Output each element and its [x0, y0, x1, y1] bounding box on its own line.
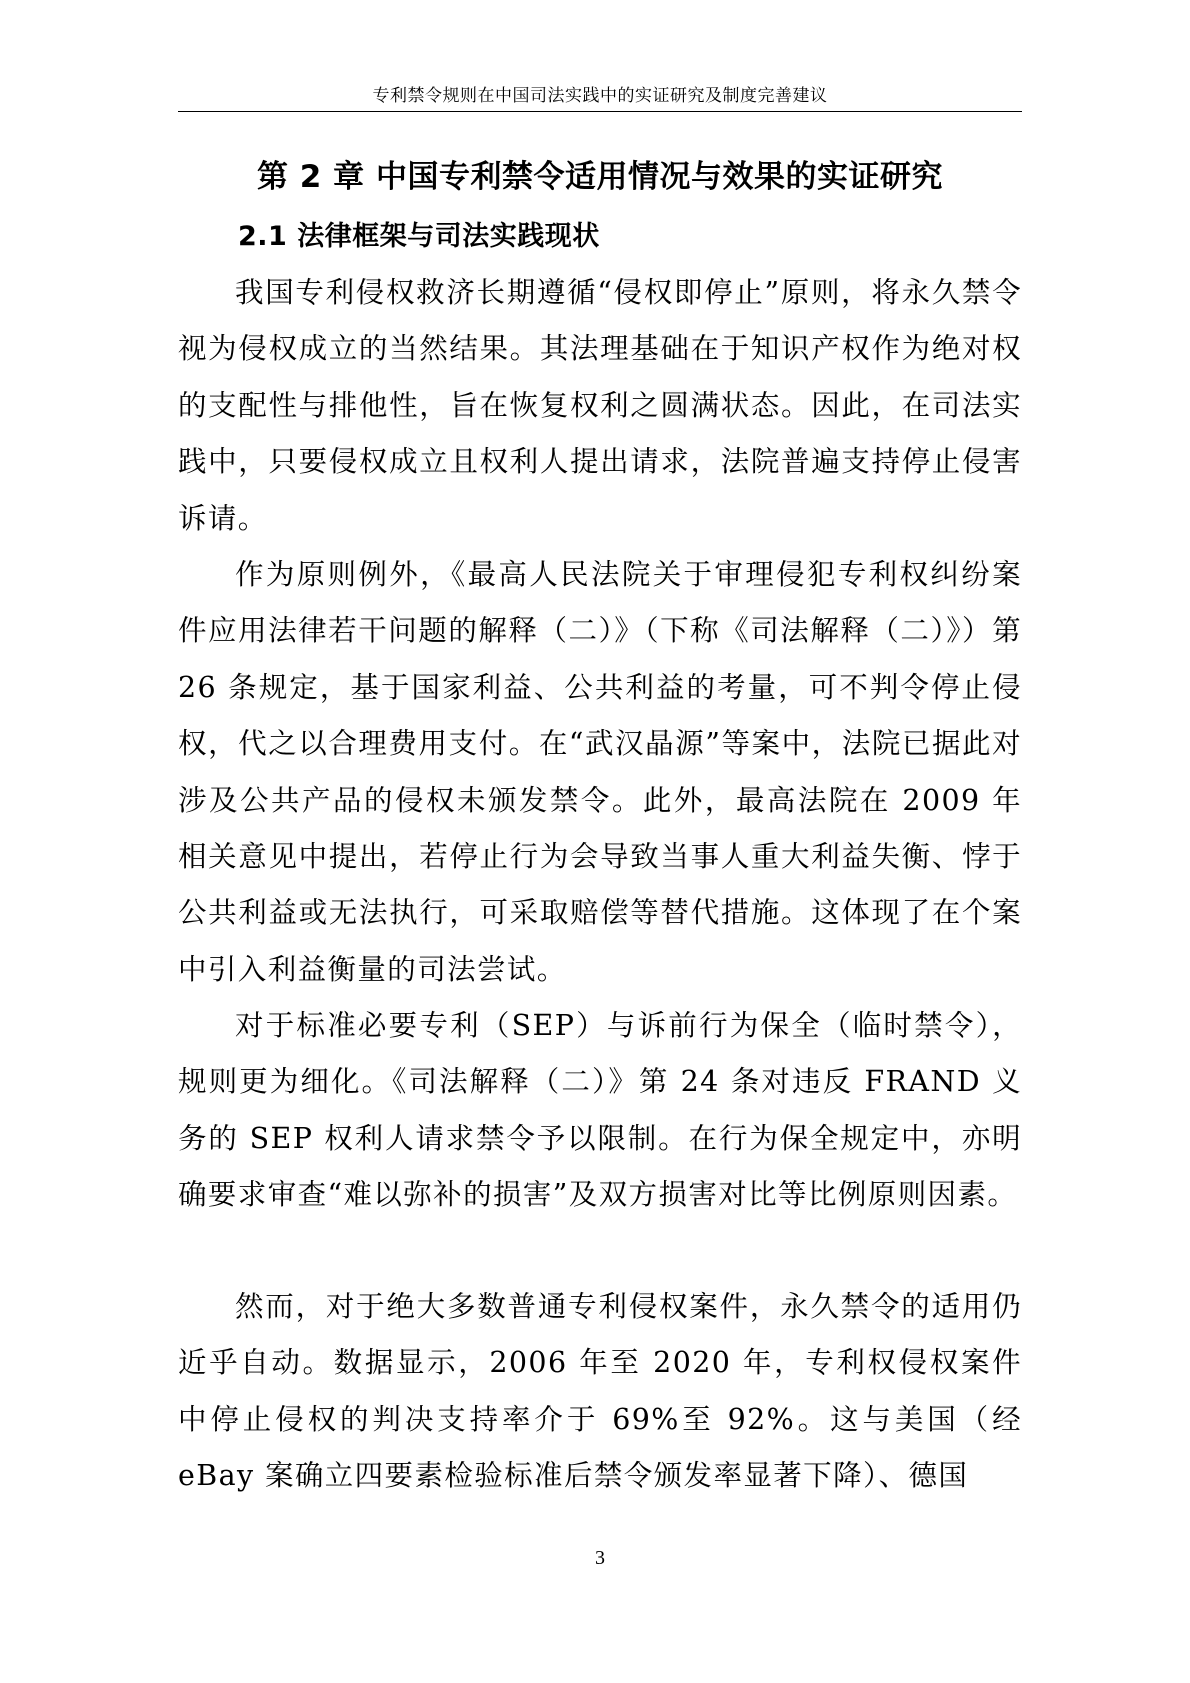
- paragraph-4: 然而，对于绝大多数普通专利侵权案件，永久禁令的适用仍近乎自动。数据显示，2006 年至 2020 年，专利权侵权案件中停止侵权的判决支持率介于 69%至 92%。这与美国（经 eBay 案确立四要素检验标准后禁令颁发率显著下降）、德国: [178, 1290, 1022, 1493]
- paragraph-1: 我国专利侵权救济长期遵循“侵权即停止”原则，将永久禁令视为侵权成立的当然结果。其法理基础在于知识产权作为绝对权的支配性与排他性，旨在恢复权利之圆满状态。因此，在司法实践中，只要侵权成立且权利人提出请求，法院普遍支持停止侵害诉请。: [178, 276, 1022, 535]
- chapter-title: 第 2 章 中国专利禁令适用情况与效果的实证研究: [257, 159, 943, 195]
- section-title: 2.1 法律框架与司法实践现状: [238, 221, 600, 252]
- header-divider: [178, 111, 1022, 112]
- paragraph-3: 对于标准必要专利（SEP）与诉前行为保全（临时禁令），规则更为细化。《司法解释（二）》第 24 条对违反 FRAND 义务的 SEP 权利人请求禁令予以限制。在行为保全规定中，亦明确要求审查“难以弥补的损害”及双方损害对比等比例原则因素。: [178, 1009, 1022, 1212]
- page-number: 3: [595, 1547, 605, 1569]
- running-header: 专利禁令规则在中国司法实践中的实证研究及制度完善建议: [372, 86, 828, 106]
- paragraph-2: 作为原则例外，《最高人民法院关于审理侵犯专利权纠纷案件应用法律若干问题的解释（二）》（下称《司法解释（二）》）第 26 条规定，基于国家利益、公共利益的考量，可不判令停止侵权，代之以合理费用支付。在“武汉晶源”等案中，法院已据此对涉及公共产品的侵权未颁发禁令。此外，最高法院在 2009 年相关意见中提出，若停止行为会导致当事人重大利益失衡、悖于公共利益或无法执行，可采取赔偿等替代措施。这体现了在个案中引入利益衡量的司法尝试。: [178, 558, 1022, 986]
